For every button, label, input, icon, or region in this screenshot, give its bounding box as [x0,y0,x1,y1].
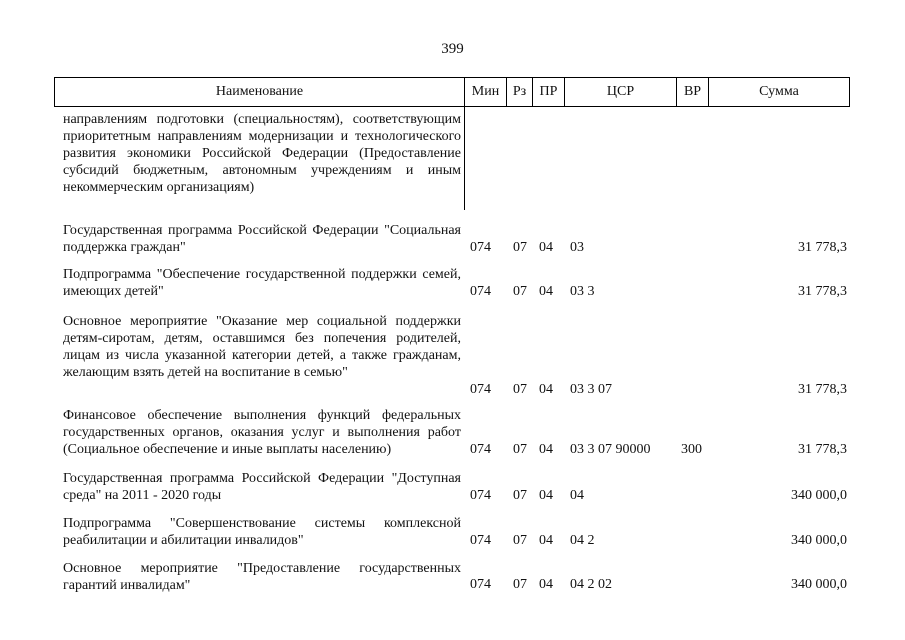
header-vr: ВР [677,78,709,106]
row-csr: 03 3 07 90000 [570,442,651,457]
row-min: 074 [470,284,491,299]
row-sum: 31 778,3 [798,284,847,299]
row-min: 074 [470,488,491,503]
row-min: 074 [470,533,491,548]
row-rz: 07 [513,442,527,457]
header-pr: ПР [533,78,565,106]
row-csr: 04 2 [570,533,595,548]
row-vr: 300 [681,442,702,457]
row-sum: 31 778,3 [798,240,847,255]
row-rz: 07 [513,382,527,397]
row-name: Основное мероприятие "Предоставление государственных гарантий инвалидам" [63,561,461,593]
row-name: Основное мероприятие "Оказание мер социальной поддержки детям-сиротам, детям, оставшимся без попечения родителей, лицам из числа указанной категории детей, а также гражданам, желающим взять детей на воспитание в семью" [63,314,461,380]
row-min: 074 [470,577,491,592]
column-divider [464,106,465,210]
row-min: 074 [470,240,491,255]
row-sum: 340 000,0 [791,577,847,592]
row-min: 074 [470,442,491,457]
header-csr: ЦСР [565,78,677,106]
row-rz: 07 [513,533,527,548]
header-name: Наименование [55,78,465,106]
row-csr: 04 [570,488,584,503]
row-csr: 04 2 02 [570,577,612,592]
row-csr: 03 [570,240,584,255]
row-pr: 04 [539,533,553,548]
row-pr: 04 [539,577,553,592]
row-rz: 07 [513,284,527,299]
page-number: 399 [441,41,464,57]
row-csr: 03 3 [570,284,595,299]
row-sum: 31 778,3 [798,442,847,457]
row-sum: 340 000,0 [791,533,847,548]
row-rz: 07 [513,488,527,503]
row-rz: 07 [513,240,527,255]
header-sum: Сумма [759,84,799,99]
row-name: Финансовое обеспечение выполнения функций федеральных государственных органов, оказания услуг и выполнения работ (Социальное обеспечение и иные выплаты населению) [63,408,461,457]
row-name: направлениям подготовки (специальностям), соответствующим приоритетным направлениям модернизации и технологического развития экономики Российской Федерации (Предоставление субсидий бюджетным, автономным учреждениям и иным некоммерческим организациям) [63,112,461,195]
row-min: 074 [470,382,491,397]
row-pr: 04 [539,284,553,299]
row-name: Подпрограмма "Совершенствование системы комплексной реабилитации и абилитации инвалидов" [63,516,461,548]
row-sum: 340 000,0 [791,488,847,503]
row-rz: 07 [513,577,527,592]
row-pr: 04 [539,488,553,503]
table-header [54,77,850,107]
row-pr: 04 [539,442,553,457]
header-min: Мин [465,78,507,106]
row-name: Подпрограмма "Обеспечение государственной поддержки семей, имеющих детей" [63,267,461,299]
row-name: Государственная программа Российской Федерации "Социальная поддержка граждан" [63,223,461,255]
row-csr: 03 3 07 [570,382,612,397]
row-pr: 04 [539,240,553,255]
row-pr: 04 [539,382,553,397]
header-rz: Рз [507,78,533,106]
row-sum: 31 778,3 [798,382,847,397]
row-name: Государственная программа Российской Федерации "Доступная среда" на 2011 - 2020 годы [63,471,461,503]
